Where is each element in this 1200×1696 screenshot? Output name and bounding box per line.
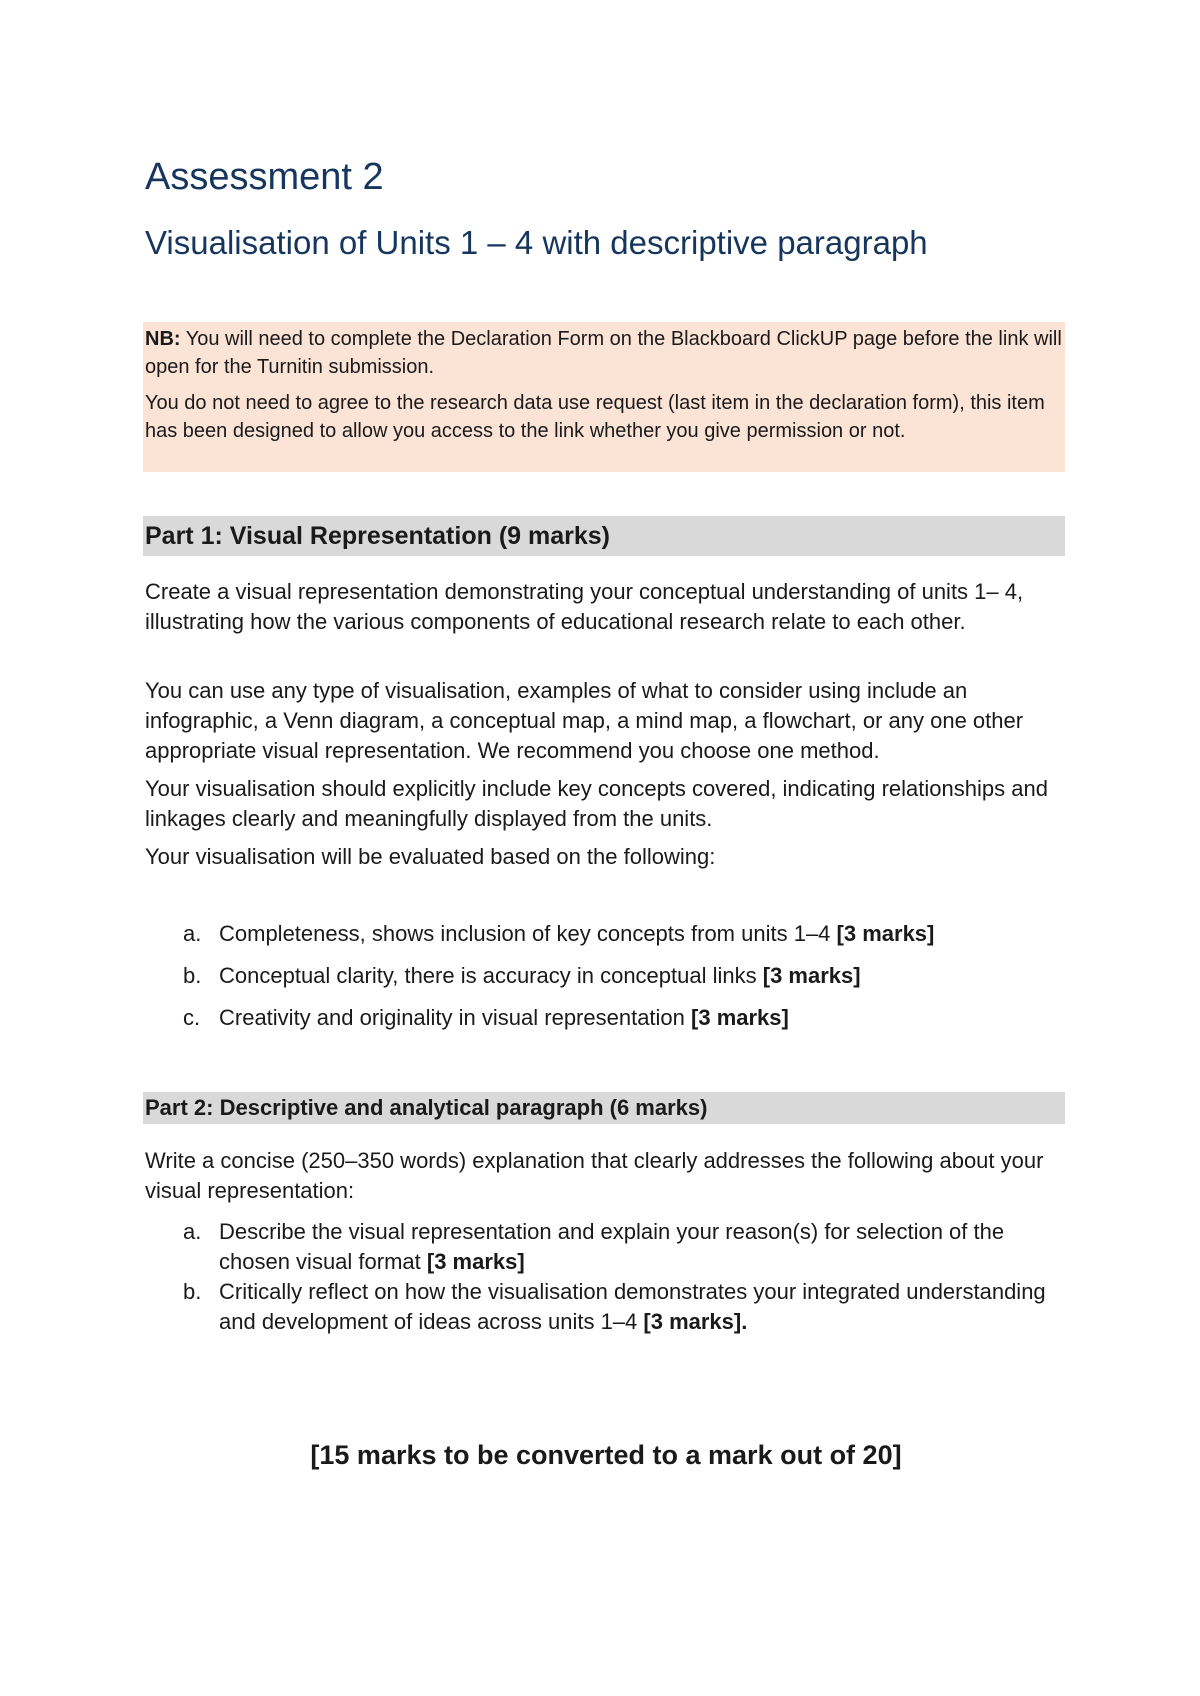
criterion-text: Completeness, shows inclusion of key concepts from units 1–4 <box>219 921 837 946</box>
notice-label: NB: <box>145 328 181 350</box>
notice-paragraph-2: You do not need to agree to the research data use request (last item in the declaration form), this item has been designed to allow you access to the link whether you give permission or not. <box>145 392 1045 442</box>
criterion-marks: [3 marks]. <box>643 1309 748 1334</box>
criterion-marks: [3 marks] <box>426 1249 525 1274</box>
part1-paragraph-4: Your visualisation will be evaluated based on the following: <box>145 844 716 869</box>
page-title: Assessment 2 <box>145 156 384 198</box>
list-item <box>183 1277 1067 1337</box>
criterion-text: Critically reflect on how the visualisation demonstrates your integrated understanding and development of ideas across units 1–4 <box>219 1279 1046 1334</box>
notice-paragraph-1 <box>145 325 1063 381</box>
list-item <box>183 1217 1067 1277</box>
part2-heading: Part 2: Descriptive and analytical paragraph (6 marks) <box>143 1092 1065 1124</box>
criterion-text: Conceptual clarity, there is accuracy in conceptual links <box>219 963 763 988</box>
part1-paragraph-1: Create a visual representation demonstrating your conceptual understanding of units 1– 4, illustrating how the various components of educational research relate to each other. <box>145 579 1024 634</box>
total-marks-note: [15 marks to be converted to a mark out of 20] <box>310 1440 902 1470</box>
criterion-marks: [3 marks] <box>836 921 935 946</box>
list-marker: a. <box>183 921 202 946</box>
criterion-text: Creativity and originality in visual representation <box>219 1005 692 1030</box>
list-item <box>183 919 1067 949</box>
notice-box <box>143 322 1065 472</box>
criterion-marks: [3 marks] <box>762 963 861 988</box>
list-marker: b. <box>183 963 202 988</box>
list-marker: c. <box>183 1005 201 1030</box>
list-marker: b. <box>183 1279 202 1304</box>
criterion-marks: [3 marks] <box>691 1005 789 1030</box>
part1-paragraph-2: You can use any type of visualisation, examples of what to consider using include an infographic, a Venn diagram, a conceptual map, a mind map, a flowchart, or any one other appropriate visual representation. We recommend you choose one method. <box>145 678 1024 763</box>
criterion-text: Describe the visual representation and explain your reason(s) for selection of the chosen visual format <box>219 1219 1005 1274</box>
part2-intro: Write a concise (250–350 words) explanation that clearly addresses the following about your visual representation: <box>145 1148 1044 1203</box>
part1-paragraph-3: Your visualisation should explicitly include key concepts covered, indicating relationships and linkages clearly and meaningfully displayed from the units. <box>145 776 1048 831</box>
part1-heading: Part 1: Visual Representation (9 marks) <box>143 516 1065 556</box>
notice-text-1: You will need to complete the Declaration Form on the Blackboard ClickUP page before the link will open for the Turnitin submission. <box>145 328 1062 378</box>
list-marker: a. <box>183 1219 202 1244</box>
part1-criteria-list <box>183 919 1067 1045</box>
list-item <box>183 1003 1067 1033</box>
part2-criteria-list <box>183 1217 1067 1337</box>
page-subtitle: Visualisation of Units 1 – 4 with descriptive paragraph <box>145 224 928 261</box>
list-item <box>183 961 1067 991</box>
